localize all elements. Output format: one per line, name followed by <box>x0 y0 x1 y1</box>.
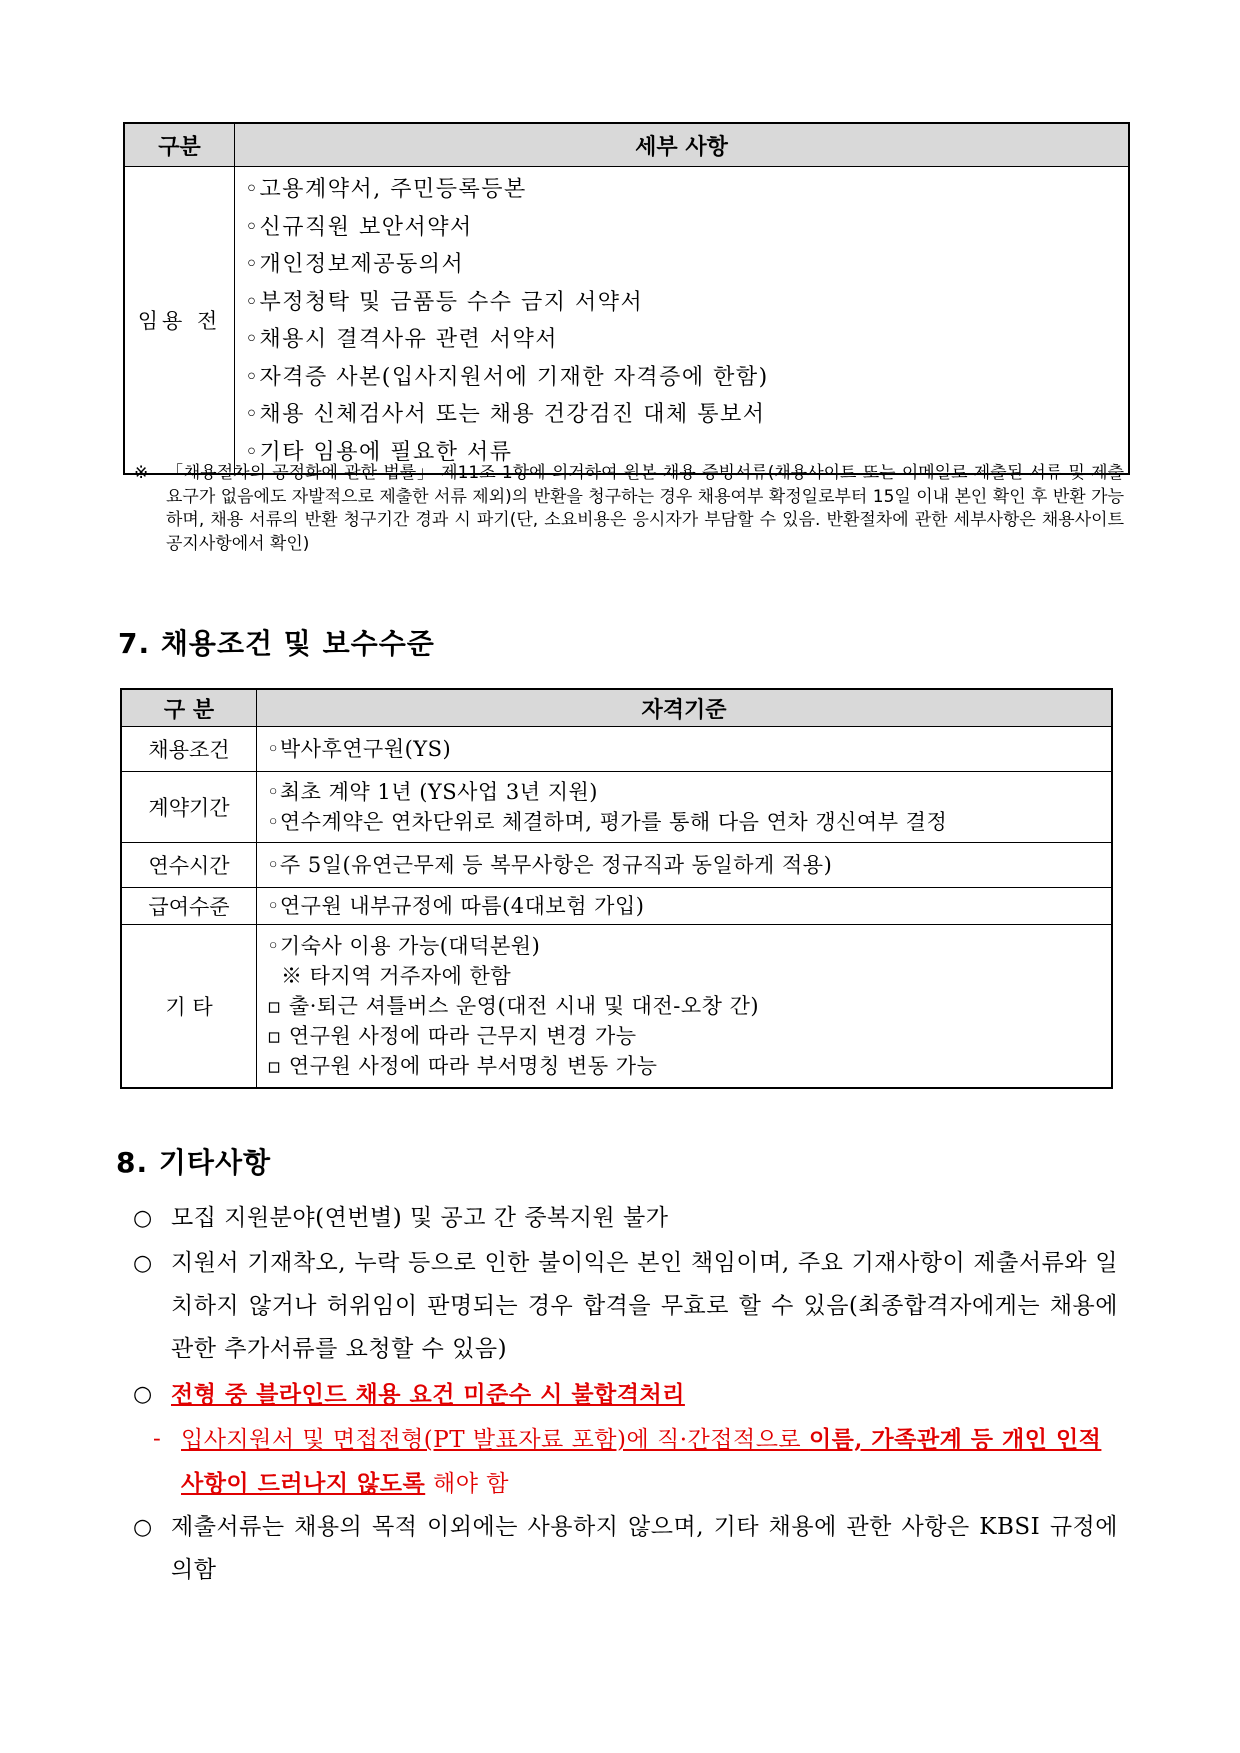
section-7-title: 7. 채용조건 및 보수수준 <box>118 627 435 660</box>
list-item: ◦채용시 결격사유 관련 서약서 <box>245 327 558 352</box>
note-text: 「채용절차의 공정화에 관한 법률」 제11조 1항에 의거하여 원본 채용 증빙서류(채용사이트 또는 이메일로 제출된 서류 및 제출요구가 없음에도 자발적으로 제출한 서류 제외)의 반환을 청구하는 경우 채용여부 확정일로부터 15일 이내 본인 확인 후 반환 가능하며, 채용 서류의 반환 청구기간 경과 시 파기(단, 소요비용은 응시자가 부담할 수 있음. 반환절차에 관한 세부사항은 채용사이트 공지사항에서 확인) <box>166 463 1124 554</box>
row-value: ◦박사후연구원(YS) <box>267 737 452 761</box>
row-value: ▫ 연구원 사정에 따라 부서명칭 변동 가능 <box>267 1054 658 1078</box>
table-header-row <box>121 689 1112 727</box>
circle-bullet-icon: ○ <box>133 1206 153 1231</box>
list-item: ◦기타 임용에 필요한 서류 <box>245 439 513 465</box>
row-category: 채용조건 <box>121 727 257 772</box>
table-row <box>121 727 1112 772</box>
submission-documents-table <box>123 122 1130 475</box>
table-row <box>121 925 1112 1089</box>
row-category: 급여수준 <box>121 888 257 925</box>
row-value: ※ 타지역 거주자에 한함 <box>281 964 512 988</box>
circle-bullet-icon: ○ <box>133 1251 153 1276</box>
employment-conditions-table <box>120 688 1113 1089</box>
table-row <box>124 167 1129 475</box>
list-item-blind-hiring: ○ 전형 중 블라인드 채용 요건 미준수 시 불합격처리 <box>133 1373 1118 1416</box>
row-value: ◦주 5일(유연근무제 등 복무사항은 정규직과 동일하게 적용) <box>267 853 833 877</box>
row-value: ◦연구원 내부규정에 따름(4대보험 가입) <box>267 894 645 918</box>
list-item: ◦개인정보제공동의서 <box>245 252 465 277</box>
table-row <box>121 772 1112 843</box>
header-category: 구 분 <box>121 689 257 727</box>
row-value: ◦연수계약은 연차단위로 체결하며, 평가를 통해 다음 연차 갱신여부 결정 <box>267 810 948 834</box>
document-list <box>235 167 1130 475</box>
list-item: ○ 모집 지원분야(연번별) 및 공고 간 중복지원 불가 <box>133 1197 1118 1240</box>
note-mark: ※ <box>134 463 149 483</box>
list-item: ◦부정청탁 및 금품등 수수 금지 서약서 <box>245 289 644 315</box>
list-item: ◦고용계약서, 주민등록등본 <box>245 177 527 202</box>
header-category: 구분 <box>124 123 235 167</box>
list-item: ◦신규직원 보안서약서 <box>245 214 473 240</box>
table-row <box>121 888 1112 925</box>
header-details: 세부 사항 <box>235 123 1130 167</box>
circle-bullet-icon: ○ <box>133 1515 153 1540</box>
list-item: ◦채용 신체검사서 또는 채용 건강검진 대체 통보서 <box>245 402 766 427</box>
list-item: ○ 지원서 기재착오, 누락 등으로 인한 불이익은 본인 책임이며, 주요 기재사항이 제출서류와 일치하지 않거나 허위임이 판명되는 경우 합격을 무효로 할 수 있음(최종합격자에게는 채용에 관한 추가서류를 요청할 수 있음) <box>133 1242 1118 1371</box>
row-category: 임용 전 <box>124 167 235 475</box>
list-item: ○ 제출서류는 채용의 목적 이외에는 사용하지 않으며, 기타 채용에 관한 사항은 KBSI 규정에 의함 <box>133 1506 1118 1592</box>
row-value: ◦기숙사 이용 가능(대덕본원) <box>267 934 541 958</box>
row-value: ▫ 출·퇴근 셔틀버스 운영(대전 시내 및 대전-오창 간) <box>267 994 760 1018</box>
row-category: 기 타 <box>121 925 257 1089</box>
other-notes-list <box>133 1197 1118 1594</box>
section-8-title: 8. 기타사항 <box>116 1146 272 1179</box>
header-criteria: 자격기준 <box>257 689 1113 727</box>
list-item: ◦자격증 사본(입사지원서에 기재한 자격증에 한함) <box>245 364 769 390</box>
table-header-row <box>124 123 1129 167</box>
row-category: 연수시간 <box>121 843 257 888</box>
document-return-note <box>134 462 1124 556</box>
row-value: ▫ 연구원 사정에 따라 근무지 변경 가능 <box>267 1024 637 1048</box>
dash-bullet: - <box>153 1426 162 1452</box>
circle-bullet-icon: ○ <box>133 1382 153 1407</box>
row-value: ◦최초 계약 1년 (YS사업 3년 지원) <box>267 780 598 804</box>
table-row <box>121 843 1112 888</box>
row-category: 계약기간 <box>121 772 257 843</box>
blind-hiring-detail: - 입사지원서 및 면접전형(PT 발표자료 포함)에 직·간접적으로 이름, 가족관계 등 개인 인적사항이 드러나지 않도록 해야 함 <box>133 1418 1118 1506</box>
